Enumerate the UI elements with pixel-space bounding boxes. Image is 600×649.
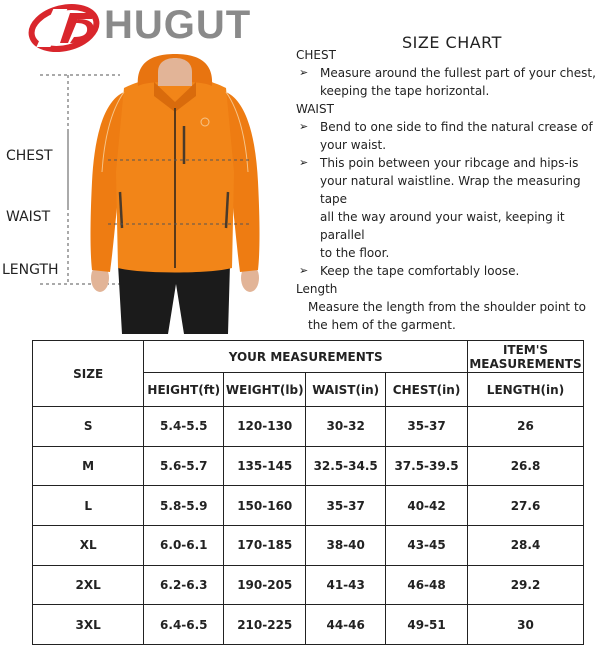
weight-cell: 190-205 bbox=[224, 565, 306, 605]
cycling-shorts bbox=[118, 264, 230, 334]
column-header-waist: WAIST(in) bbox=[306, 373, 386, 407]
size-header: SIZE bbox=[33, 341, 144, 407]
arrow-bullet-icon: ➢ bbox=[299, 120, 309, 133]
height-cell: 5.6-5.7 bbox=[144, 446, 224, 486]
length-cell: 26.8 bbox=[467, 446, 583, 486]
waist-cell: 44-46 bbox=[306, 605, 386, 645]
weight-cell: 120-130 bbox=[224, 407, 306, 447]
logo-mark-icon bbox=[27, 3, 101, 53]
waist-cell: 35-37 bbox=[306, 486, 386, 526]
height-cell: 6.2-6.3 bbox=[144, 565, 224, 605]
weight-cell: 210-225 bbox=[224, 605, 306, 645]
instruction-bullet: ➢ This poin between your ribcage and hips-is bbox=[299, 156, 579, 170]
height-cell: 6.4-6.5 bbox=[144, 605, 224, 645]
jacket-model-photo bbox=[80, 52, 270, 334]
size-cell: S bbox=[33, 407, 144, 447]
chest-cell: 35-37 bbox=[386, 407, 468, 447]
table-row bbox=[33, 565, 584, 605]
length-cell: 28.4 bbox=[467, 525, 583, 565]
weight-cell: 170-185 bbox=[224, 525, 306, 565]
size-table bbox=[32, 340, 584, 645]
instruction-line: to the floor. bbox=[320, 246, 390, 260]
height-cell: 5.8-5.9 bbox=[144, 486, 224, 526]
chest-cell: 43-45 bbox=[386, 525, 468, 565]
column-header-chest: CHEST(in) bbox=[386, 373, 468, 407]
length-label: LENGTH bbox=[2, 262, 59, 278]
weight-cell: 150-160 bbox=[224, 486, 306, 526]
size-cell: L bbox=[33, 486, 144, 526]
column-header-height: HEIGHT(ft) bbox=[144, 373, 224, 407]
table-row bbox=[33, 486, 584, 526]
size-cell: 3XL bbox=[33, 605, 144, 645]
chest-cell: 46-48 bbox=[386, 565, 468, 605]
height-cell: 6.0-6.1 bbox=[144, 525, 224, 565]
length-heading: Length bbox=[296, 282, 338, 296]
table-row bbox=[33, 446, 584, 486]
waist-cell: 38-40 bbox=[306, 525, 386, 565]
length-cell: 30 bbox=[467, 605, 583, 645]
instruction-line: Measure the length from the shoulder point to bbox=[308, 300, 586, 314]
length-cell: 29.2 bbox=[467, 565, 583, 605]
chest-label: CHEST bbox=[6, 148, 53, 164]
instruction-line: the hem of the garment. bbox=[308, 318, 456, 332]
table-row bbox=[33, 407, 584, 447]
height-cell: 5.4-5.5 bbox=[144, 407, 224, 447]
waist-heading: WAIST bbox=[296, 102, 334, 116]
instruction-bullet: ➢ Measure around the fullest part of your chest, bbox=[299, 66, 596, 80]
chest-heading: CHEST bbox=[296, 48, 336, 62]
waist-cell: 32.5-34.5 bbox=[306, 446, 386, 486]
size-cell: XL bbox=[33, 525, 144, 565]
waist-cell: 41-43 bbox=[306, 565, 386, 605]
size-chart-title: SIZE CHART bbox=[402, 33, 502, 52]
waist-cell: 30-32 bbox=[306, 407, 386, 447]
column-header-length: LENGTH(in) bbox=[467, 373, 583, 407]
instruction-bullet: ➢ Bend to one side to find the natural crease of bbox=[299, 120, 593, 134]
chest-cell: 49-51 bbox=[386, 605, 468, 645]
measurement-instructions bbox=[296, 46, 596, 334]
your-measurements-header: YOUR MEASUREMENTS bbox=[144, 341, 468, 373]
chest-cell: 37.5-39.5 bbox=[386, 446, 468, 486]
items-measurements-header: ITEM'S MEASUREMENTS bbox=[469, 342, 582, 371]
waist-label: WAIST bbox=[6, 209, 51, 225]
chest-cell: 40-42 bbox=[386, 486, 468, 526]
arrow-bullet-icon: ➢ bbox=[299, 264, 309, 277]
length-cell: 26 bbox=[467, 407, 583, 447]
instruction-line: all the way around your waist, keeping it parallel bbox=[320, 210, 565, 242]
instruction-line: your natural waistline. Wrap the measuring tape bbox=[320, 174, 581, 206]
size-cell: M bbox=[33, 446, 144, 486]
table-row bbox=[33, 525, 584, 565]
arrow-bullet-icon: ➢ bbox=[299, 66, 309, 79]
weight-cell: 135-145 bbox=[224, 446, 306, 486]
instruction-bullet: ➢ Keep the tape comfortably loose. bbox=[299, 264, 520, 278]
instruction-line: keeping the tape horizontal. bbox=[320, 84, 490, 98]
table-row bbox=[33, 605, 584, 645]
size-cell: 2XL bbox=[33, 565, 144, 605]
length-cell: 27.6 bbox=[467, 486, 583, 526]
arrow-bullet-icon: ➢ bbox=[299, 156, 309, 169]
column-header-weight: WEIGHT(lb) bbox=[224, 373, 306, 407]
instruction-line: your waist. bbox=[320, 138, 387, 152]
brand-name: HUGUT bbox=[104, 3, 252, 47]
